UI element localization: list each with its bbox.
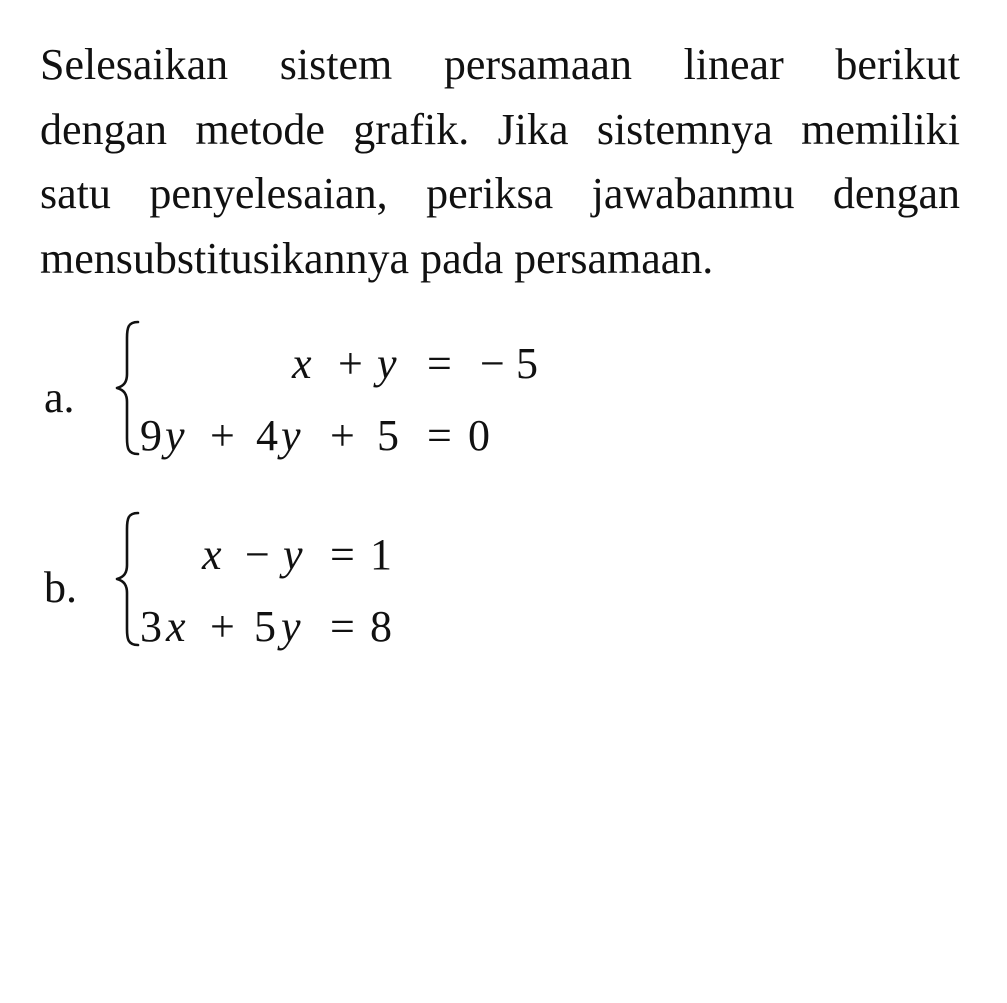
problem-label: b. [44,563,77,612]
math-token: 8 [370,602,392,651]
math-token: 4 [256,411,278,460]
math-token: x [166,602,186,651]
math-token: = [427,339,452,388]
math-token: + [210,411,235,460]
instruction-line: Selesaikan sistem persamaan linear berikut [40,40,960,89]
equation-a2 [0,411,1007,464]
equation-b1 [0,530,1007,583]
math-token: = [330,530,355,579]
math-token: 5 [516,339,538,388]
math-token: y [377,339,397,388]
problem-label: a. [44,373,75,422]
equation-b2 [0,602,1007,655]
math-token: 5 [254,602,276,651]
instruction-line: mensubstitusikannya pada persamaan. [40,233,714,283]
math-token: y [165,411,185,460]
math-token: y [281,602,301,651]
instruction-line: satu penyelesaian, periksa jawabanmu dengan [40,169,960,218]
math-token: = [427,411,452,460]
math-token: 3 [140,602,162,651]
math-token: y [281,411,301,460]
math-token: x [292,339,312,388]
math-token: 5 [377,411,399,460]
equation-a1 [0,339,1007,392]
math-token: 0 [468,411,490,460]
instruction-paragraph [40,33,960,291]
instruction-line: dengan metode grafik. Jika sistemnya memiliki [40,104,960,154]
math-token: + [330,411,355,460]
math-token: + [210,602,235,651]
math-token: − [480,339,505,388]
math-token: + [338,339,363,388]
math-token: x [202,530,222,579]
math-token: 9 [140,411,162,460]
math-token: − [245,530,270,579]
math-token: y [283,530,303,579]
math-token: = [330,602,355,651]
math-token: 1 [370,530,392,579]
